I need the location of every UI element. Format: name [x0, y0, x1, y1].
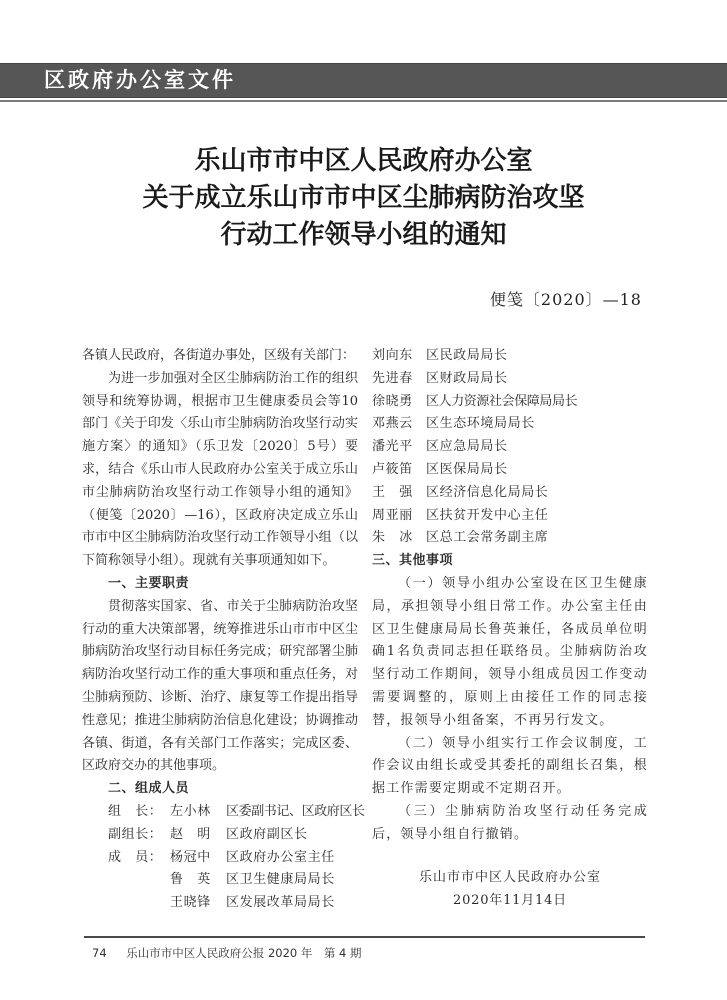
publication-name: 乐山市市中区人民政府公报 2020 年 第 4 期 [126, 946, 362, 960]
member-row [372, 459, 648, 482]
member-role: 组 长： [108, 803, 163, 819]
intro-paragraph: 为进一步加强对全区尘肺病防治工作的组织领导和统筹协调，根据市卫生健康委员会等10部门《关于印发〈乐山市尘肺病防治攻坚行动实施方案〉的通知》（乐卫发〔2020〕5号）要求，结合《乐山市人民政府办公室关于成立乐山市尘肺病防治攻坚行动工作领导小组的通知》（便笺〔2020〕—16），区政府决定成立乐山市市中区尘肺病防治攻坚行动工作领导小组（以下简称领导小组）。现就有关事项通知如下。 [82, 370, 358, 569]
member-row [82, 847, 358, 870]
member-name: 鲁 英 [170, 872, 211, 888]
member-name: 潘光平 [372, 439, 413, 455]
member-name: 王晓锋 [170, 895, 211, 911]
document-title [0, 143, 727, 254]
left-column [82, 345, 365, 915]
member-row [372, 505, 648, 528]
member-post: 区生态环境局局长 [426, 416, 535, 432]
member-name: 邓燕云 [372, 416, 413, 432]
member-post: 区财政局局长 [426, 370, 508, 386]
title-line: 行动工作领导小组的通知 [220, 220, 507, 250]
member-row [372, 391, 648, 414]
section-heading-members: 二、组成人员 [108, 781, 190, 797]
member-row [82, 824, 358, 847]
member-post: 区卫生健康局局长 [226, 872, 335, 888]
member-row [372, 413, 648, 436]
section-header-title: 区政府办公室文件 [44, 68, 236, 92]
member-name: 周亚丽 [372, 507, 413, 523]
member-post: 区民政局局长 [426, 348, 508, 363]
member-row [82, 801, 365, 824]
member-row [372, 368, 648, 391]
member-post: 区应急局局长 [426, 439, 508, 455]
member-name: 刘向东 [372, 348, 413, 363]
other-item: （一）领导小组办公室设在区卫生健康局，承担领导小组日常工作。办公室主任由区卫生健康局局长鲁英兼任，各成员单位明确1名负责同志担任联络员。尘肺病防治攻坚行动工作期间，领导小组成员因工作变动需要调整的，原则上由接任工作的同志接替，报领导小组备案，不再另行发文。 [372, 575, 648, 728]
right-column [372, 345, 648, 847]
member-name: 卢筱笛 [372, 461, 413, 477]
member-post: 区总工会常务副主席 [426, 530, 549, 546]
member-name: 杨冠中 [170, 849, 211, 865]
member-name: 朱 冰 [372, 530, 413, 546]
page-number: 74 [92, 946, 107, 960]
member-post: 区发展改革局局长 [226, 895, 335, 911]
member-role [82, 869, 170, 892]
member-name: 先进春 [372, 370, 413, 386]
header-divider [0, 100, 727, 102]
member-post: 区医保局局长 [426, 461, 508, 477]
title-line: 乐山市市中区人民政府办公室 [194, 146, 533, 176]
member-row [82, 892, 358, 915]
member-post: 区政府副区长 [226, 826, 308, 842]
member-post: 区扶贫开发中心主任 [426, 507, 549, 523]
document-number: 便笺〔2020〕—18 [489, 290, 642, 309]
duties-paragraph: 贯彻落实国家、省、市关于尘肺病防治攻坚行动的重大决策部署，统筹推进乐山市市中区尘肺病防治攻坚行动目标任务完成；研究部署尘肺病防治攻坚行动工作的重大事项和重点任务，对尘肺病预防、诊断、治疗、康复等工作提出指导性意见；推进尘肺病防治信息化建设；协调推动各镇、街道，各有关部门工作落实；完成区委、区政府交办的其他事项。 [82, 598, 358, 774]
signature-org: 乐山市市中区人民政府办公室 [418, 870, 601, 885]
section-header-bar [0, 63, 727, 98]
section-heading-other: 三、其他事项 [372, 553, 454, 569]
page-footer [92, 945, 362, 961]
title-line: 关于成立乐山市市中区尘肺病防治攻坚 [142, 183, 585, 213]
signature-date: 2020年11月14日 [453, 892, 567, 908]
member-name: 徐晓勇 [372, 393, 413, 409]
member-post: 区委副书记、区政府区长 [226, 803, 365, 819]
member-row [372, 436, 648, 459]
footer-divider [84, 936, 645, 938]
signature-block [372, 867, 648, 913]
member-post: 区政府办公室主任 [226, 849, 335, 865]
member-name: 王 强 [372, 484, 413, 500]
member-role: 成 员： [108, 849, 163, 865]
member-role [82, 892, 170, 915]
salutation: 各镇人民政府，各街道办事处，区级有关部门： [82, 348, 356, 363]
member-post: 区经济信息化局局长 [426, 484, 549, 500]
member-role: 副组长： [108, 826, 163, 842]
member-row [372, 527, 648, 550]
member-name: 赵 明 [170, 826, 211, 842]
member-row [82, 869, 358, 892]
member-name: 左小林 [170, 803, 211, 819]
other-item: （三）尘肺病防治攻坚行动任务完成后，领导小组自行撤销。 [372, 803, 648, 842]
member-row [372, 482, 648, 505]
member-post: 区人力资源社会保障局局长 [426, 393, 578, 409]
other-item: （二）领导小组实行工作会议制度，工作会议由组长或受其委托的副组长召集，根据工作需要定期或不定期召开。 [372, 735, 648, 797]
section-heading-duties: 一、主要职责 [108, 575, 190, 591]
member-row [372, 345, 648, 368]
